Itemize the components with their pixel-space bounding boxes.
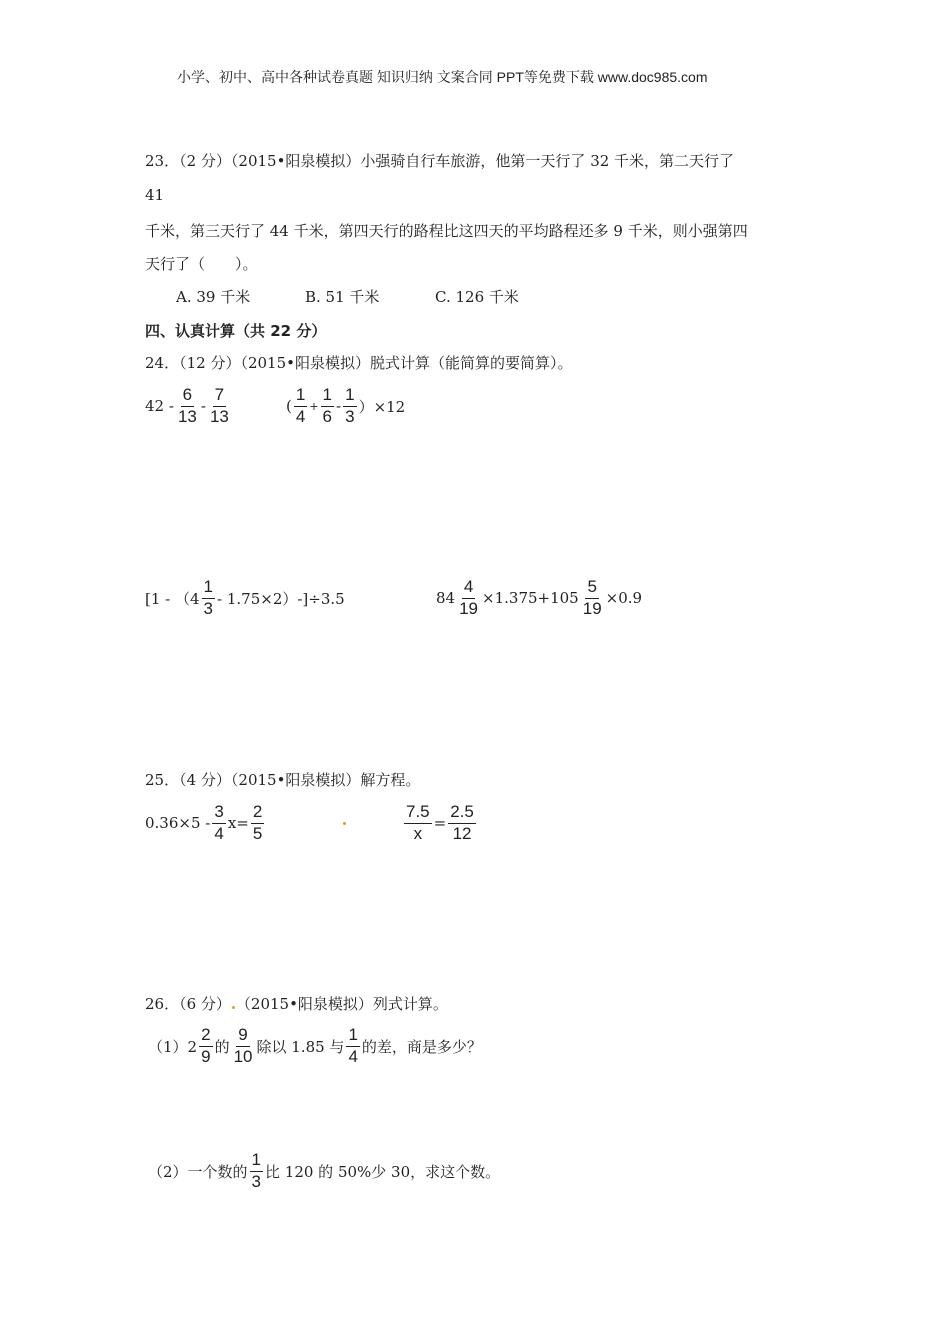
fraction bbox=[176, 386, 199, 426]
expr-text: （2015•阳泉模拟）列式计算。 bbox=[235, 995, 448, 1013]
expr-text: 除以 1.85 与 bbox=[256, 1037, 345, 1056]
expr-text: 0.36×5 - bbox=[145, 814, 211, 833]
expr-text: ( bbox=[286, 397, 292, 416]
expr-text: = bbox=[433, 814, 447, 833]
q24-expr-4 bbox=[436, 578, 642, 618]
denominator: 13 bbox=[209, 406, 229, 426]
numerator: 2 bbox=[251, 803, 264, 824]
expr-text: （1）2 bbox=[148, 1037, 198, 1056]
numerator: 2.5 bbox=[448, 803, 476, 824]
expr-text: ×0.9 bbox=[605, 589, 643, 608]
operator: - bbox=[200, 397, 206, 416]
fraction bbox=[202, 578, 215, 618]
decorative-dot bbox=[343, 822, 346, 825]
expr-text: 42 - bbox=[145, 397, 174, 416]
q23-line1: 23．（2 分）（2015•阳泉模拟）小强骑自行车旅游，他第一天行了 32 千米，第二天行了 bbox=[145, 152, 735, 170]
expr-text: [1 - （4 bbox=[145, 589, 200, 608]
expr-text: - 1.75×2）-]÷3.5 bbox=[217, 589, 345, 608]
q24-expr-2 bbox=[286, 386, 405, 426]
fraction bbox=[199, 1026, 212, 1066]
fraction bbox=[321, 386, 334, 426]
numerator: 1 bbox=[346, 1026, 359, 1047]
q25-eq-1 bbox=[145, 803, 266, 843]
denominator: 10 bbox=[233, 1046, 253, 1066]
numerator: 7 bbox=[213, 386, 226, 407]
q26-part-2 bbox=[148, 1151, 500, 1191]
expr-text: 26．（6 分） bbox=[145, 995, 231, 1013]
q25-stem: 25．（4 分）（2015•阳泉模拟）解方程。 bbox=[145, 771, 421, 789]
section-title: 四、认真计算（共 22 分） bbox=[145, 322, 327, 340]
numerator: 2 bbox=[199, 1026, 212, 1047]
denominator: 19 bbox=[459, 598, 479, 618]
fraction bbox=[404, 803, 432, 843]
denominator: 9 bbox=[201, 1046, 211, 1066]
denominator: 6 bbox=[322, 406, 333, 426]
q24-expr-1 bbox=[145, 386, 233, 426]
denominator: 5 bbox=[252, 823, 263, 843]
fraction bbox=[250, 1151, 263, 1191]
fraction bbox=[343, 386, 356, 426]
operator: + bbox=[309, 399, 319, 413]
numerator: 1 bbox=[294, 386, 307, 407]
expr-text: x= bbox=[227, 814, 249, 833]
numerator: 4 bbox=[462, 578, 475, 599]
q23-line2: 41 bbox=[145, 186, 165, 204]
expr-text: （2）一个数的 bbox=[148, 1162, 248, 1181]
fraction bbox=[346, 1026, 359, 1066]
fraction bbox=[457, 578, 480, 618]
expr-text: 的 bbox=[214, 1037, 230, 1056]
expr-text: 的差，商是多少？ bbox=[361, 1037, 482, 1056]
decorative-dot bbox=[232, 1006, 235, 1009]
fraction bbox=[581, 578, 604, 618]
q24-stem: 24．（12 分）（2015•阳泉模拟）脱式计算（能简算的要简算）。 bbox=[145, 354, 573, 372]
q23-line4: 天行了（ ）。 bbox=[145, 255, 258, 273]
fraction bbox=[251, 803, 264, 843]
operator: - bbox=[336, 397, 342, 416]
numerator: 1 bbox=[321, 386, 334, 407]
numerator: 1 bbox=[250, 1151, 263, 1172]
denominator: 13 bbox=[177, 406, 197, 426]
q26-part-1 bbox=[148, 1026, 482, 1066]
fraction bbox=[294, 386, 307, 426]
fraction bbox=[208, 386, 231, 426]
numerator: 9 bbox=[236, 1026, 249, 1047]
q23-option-c: C. 126 千米 bbox=[435, 288, 519, 306]
numerator: 1 bbox=[343, 386, 356, 407]
denominator: x bbox=[413, 823, 423, 843]
denominator: 19 bbox=[582, 598, 602, 618]
denominator: 12 bbox=[452, 823, 472, 843]
page-header: 小学、初中、高中各种试卷真题 知识归纳 文案合同 PPT等免费下载 www.doc985.com bbox=[177, 69, 708, 85]
q25-eq-2 bbox=[402, 803, 478, 843]
q24-expr-3 bbox=[145, 578, 345, 618]
q23-line3: 千米，第三天行了 44 千米，第四天行的路程比这四天的平均路程还多 9 千米，则小强第四 bbox=[145, 222, 748, 240]
fraction bbox=[212, 803, 225, 843]
numerator: 6 bbox=[181, 386, 194, 407]
q23-option-a: A. 39 千米 bbox=[176, 288, 251, 306]
denominator: 4 bbox=[348, 1046, 358, 1066]
numerator: 5 bbox=[585, 578, 598, 599]
expr-text: 84 bbox=[436, 589, 456, 608]
q23-option-b: B. 51 千米 bbox=[305, 288, 380, 306]
expr-text: 比 120 的 50%少 30，求这个数。 bbox=[265, 1162, 501, 1181]
q26-stem bbox=[145, 993, 448, 1014]
fraction bbox=[232, 1026, 255, 1066]
denominator: 3 bbox=[251, 1171, 262, 1191]
expr-text: ×1.375+105 bbox=[482, 589, 579, 608]
denominator: 4 bbox=[295, 406, 306, 426]
numerator: 3 bbox=[212, 803, 225, 824]
denominator: 3 bbox=[203, 598, 214, 618]
denominator: 3 bbox=[345, 406, 355, 426]
expr-text: ）×12 bbox=[358, 397, 406, 416]
fraction bbox=[448, 803, 476, 843]
denominator: 4 bbox=[214, 823, 224, 843]
numerator: 7.5 bbox=[404, 803, 432, 824]
numerator: 1 bbox=[202, 578, 215, 599]
